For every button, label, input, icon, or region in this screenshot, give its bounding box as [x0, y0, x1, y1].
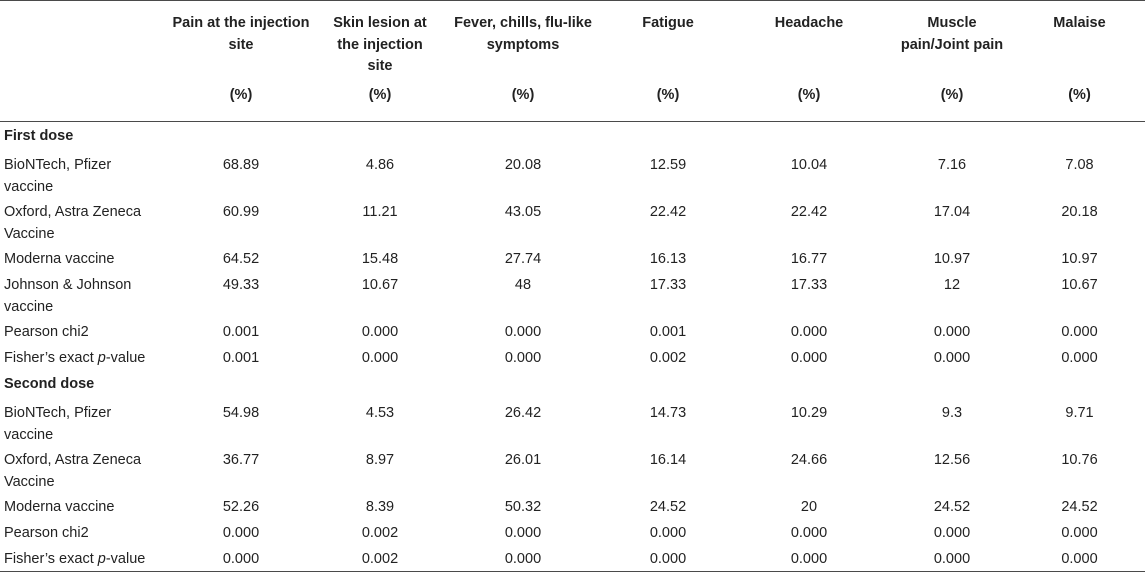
row-label-italic: p: [97, 551, 106, 567]
value-cell: 12.59: [649, 157, 687, 173]
value-cell: 16.13: [649, 251, 687, 267]
value-cell: 0.000: [649, 525, 687, 541]
table-row: [0, 493, 1145, 519]
row-label: [0, 545, 160, 572]
value-cell: 15.48: [361, 251, 399, 267]
unit-cell-headache: (%): [728, 85, 890, 122]
value-cell: 17.04: [933, 204, 971, 220]
value-cell: 0.000: [933, 525, 971, 541]
value-cell: 9.3: [941, 405, 963, 421]
value-cell: 7.08: [1065, 157, 1094, 173]
value-cell: 8.97: [365, 452, 395, 468]
value-cell: 0.000: [1014, 545, 1145, 572]
value-cell: 10.29: [790, 405, 828, 421]
section-title: First dose: [4, 128, 74, 144]
value-cell: 0.002: [361, 525, 399, 541]
value-cell: 49.33: [222, 277, 260, 293]
value-cell: 22.42: [649, 204, 687, 220]
table-row: [0, 271, 1145, 318]
value-cell: 0.000: [361, 324, 399, 340]
value-cell: 0.000: [361, 350, 399, 366]
table-row: [0, 399, 1145, 446]
empty-cell: [608, 122, 728, 152]
value-cell: 10.76: [1061, 452, 1098, 468]
value-cell: 48: [514, 277, 532, 293]
empty-cell: [890, 370, 1014, 399]
value-cell: 11.21: [362, 204, 398, 220]
value-cell: 0.000: [1061, 324, 1098, 340]
value-cell: 20.18: [1061, 204, 1098, 220]
value-cell: 14.73: [649, 405, 687, 421]
value-cell: 0.001: [649, 324, 687, 340]
table-body: [0, 122, 1145, 572]
header-cell-skin-lesion: Skin lesion at the injection site: [322, 1, 438, 86]
row-label: Oxford, Astra Zeneca Vaccine: [4, 452, 142, 490]
value-cell: 24.66: [790, 452, 828, 468]
value-cell: 10.67: [1061, 277, 1098, 293]
value-cell: 0.000: [890, 545, 1014, 572]
header-cell-malaise: Malaise: [1014, 1, 1145, 86]
value-cell: 0.000: [608, 545, 728, 572]
value-cell: 0.000: [504, 525, 542, 541]
empty-cell: [728, 122, 890, 152]
value-cell: 0.000: [790, 525, 828, 541]
value-cell: 10.67: [361, 277, 399, 293]
empty-cell: [1014, 122, 1145, 152]
value-cell: 0.000: [504, 350, 542, 366]
empty-cell: [438, 122, 608, 152]
value-cell: 68.89: [222, 157, 260, 173]
empty-cell: [890, 122, 1014, 152]
row-label: Moderna vaccine: [4, 499, 115, 515]
value-cell: 16.77: [790, 251, 828, 267]
value-cell: 9.71: [1065, 405, 1094, 421]
row-label: Oxford, Astra Zeneca Vaccine: [4, 204, 142, 242]
unit-cell-skin-lesion: (%): [322, 85, 438, 122]
row-label: [0, 344, 160, 370]
value-cell: 26.42: [504, 405, 542, 421]
header-cell-headache: Headache: [728, 1, 890, 86]
unit-cell-muscle-pain: (%): [890, 85, 1014, 122]
value-cell: 0.000: [1061, 350, 1098, 366]
value-cell: 64.52: [222, 251, 260, 267]
section-title: Second dose: [4, 376, 95, 392]
value-cell: 7.16: [937, 157, 967, 173]
table-row: [0, 446, 1145, 493]
value-cell: 0.002: [649, 350, 687, 366]
row-label: Pearson chi2: [4, 525, 89, 541]
value-cell: 54.98: [222, 405, 260, 421]
unit-cell-malaise: (%): [1014, 85, 1145, 122]
value-cell: 4.53: [365, 405, 395, 421]
value-cell: 17.33: [790, 277, 828, 293]
value-cell: 0.001: [222, 324, 260, 340]
value-cell: 24.52: [1061, 499, 1098, 515]
unit-row: [0, 85, 1145, 122]
header-row: [0, 1, 1145, 86]
value-cell: 0.000: [933, 350, 971, 366]
value-cell: 12.56: [933, 452, 971, 468]
empty-cell: [160, 122, 322, 152]
empty-cell: [438, 370, 608, 399]
empty-cell: [322, 122, 438, 152]
unit-cell-label: [0, 85, 160, 122]
value-cell: 0.000: [504, 324, 542, 340]
value-cell: 26.01: [504, 452, 542, 468]
value-cell: 24.52: [649, 499, 687, 515]
header-cell-label: [0, 1, 160, 86]
value-cell: 0.000: [933, 324, 971, 340]
table-row: [0, 545, 1145, 572]
empty-cell: [160, 370, 322, 399]
value-cell: 52.26: [222, 499, 260, 515]
row-label: BioNTech, Pfizer vaccine: [4, 405, 112, 443]
row-label-prefix: Fisher’s exact: [4, 551, 98, 567]
row-label-prefix: Fisher’s exact: [4, 350, 98, 366]
value-cell: 12: [943, 277, 961, 293]
unit-cell-pain: (%): [160, 85, 322, 122]
value-cell: 0.000: [1061, 525, 1098, 541]
header-cell-fatigue: Fatigue: [608, 1, 728, 86]
value-cell: 24.52: [933, 499, 971, 515]
value-cell: 60.99: [222, 204, 260, 220]
value-cell: 0.001: [222, 350, 260, 366]
value-cell: 8.39: [365, 499, 395, 515]
row-label: Pearson chi2: [4, 324, 89, 340]
value-cell: 17.33: [649, 277, 687, 293]
value-cell: 0.000: [222, 525, 260, 541]
value-cell: 10.97: [933, 251, 971, 267]
section-row: [0, 122, 1145, 152]
value-cell: 0.000: [790, 350, 828, 366]
empty-cell: [1014, 370, 1145, 399]
value-cell: 22.42: [790, 204, 828, 220]
header-cell-fever: Fever, chills, flu-like symptoms: [438, 1, 608, 86]
table-row: [0, 344, 1145, 370]
unit-cell-fatigue: (%): [608, 85, 728, 122]
value-cell: 0.002: [322, 545, 438, 572]
value-cell: 36.77: [222, 452, 260, 468]
section-row: [0, 370, 1145, 399]
row-label: Johnson & Johnson vaccine: [4, 277, 132, 315]
empty-cell: [322, 370, 438, 399]
row-label-suffix: -value: [105, 551, 146, 567]
empty-cell: [728, 370, 890, 399]
value-cell: 16.14: [649, 452, 687, 468]
value-cell: 4.86: [365, 157, 395, 173]
value-cell: 50.32: [504, 499, 542, 515]
row-label: BioNTech, Pfizer vaccine: [4, 157, 112, 195]
empty-cell: [608, 370, 728, 399]
value-cell: 0.000: [790, 324, 828, 340]
value-cell: 0.000: [160, 545, 322, 572]
value-cell: 43.05: [504, 204, 542, 220]
table-row: [0, 151, 1145, 198]
table-row: [0, 519, 1145, 545]
value-cell: 20.08: [504, 157, 542, 173]
table-row: [0, 198, 1145, 245]
value-cell: 27.74: [504, 251, 542, 267]
row-label: Moderna vaccine: [4, 251, 115, 267]
row-label-italic: p: [97, 350, 106, 366]
unit-cell-fever: (%): [438, 85, 608, 122]
value-cell: 0.000: [438, 545, 608, 572]
value-cell: 10.04: [790, 157, 828, 173]
table-row: [0, 245, 1145, 271]
table-row: [0, 318, 1145, 344]
header-cell-muscle-pain: Muscle pain/Joint pain: [890, 1, 1014, 86]
header-cell-pain: Pain at the injection site: [160, 1, 322, 86]
value-cell: 10.97: [1061, 251, 1098, 267]
row-label-suffix: -value: [105, 350, 146, 366]
value-cell: 0.000: [728, 545, 890, 572]
value-cell: 20: [800, 499, 818, 515]
